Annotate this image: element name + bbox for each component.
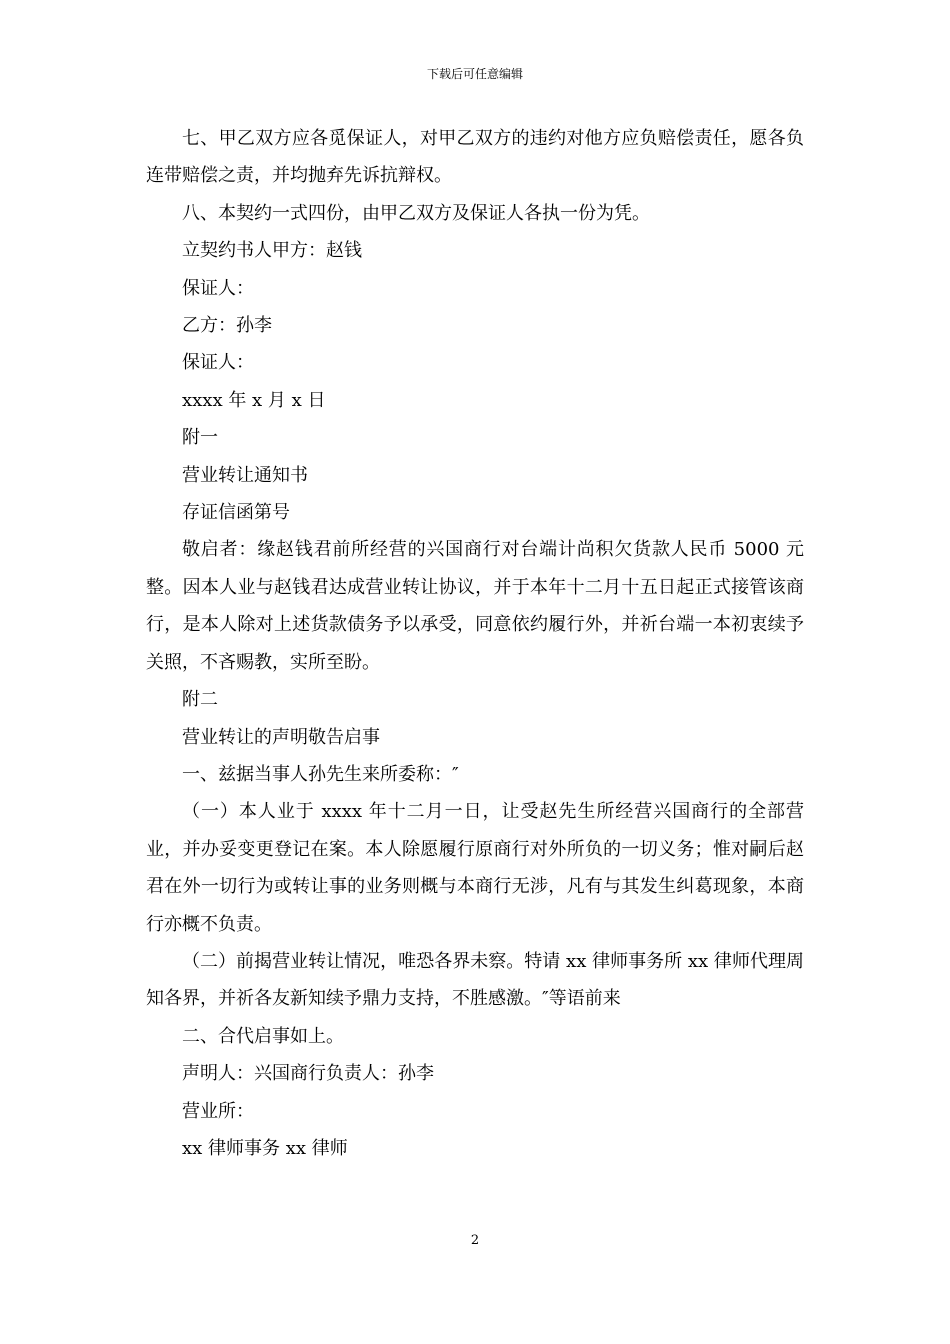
- guarantor-a: 保证人：: [182, 277, 254, 299]
- page-number: 2: [470, 1233, 480, 1248]
- appendix-two-label: 附二: [182, 689, 218, 711]
- appendix-two-title: 营业转让的声明敬告启事: [182, 726, 380, 748]
- guarantor-b: 保证人：: [182, 352, 254, 374]
- appendix-one-title: 营业转让通知书: [182, 464, 308, 486]
- clause-seven: 七、甲乙双方应各觅保证人，对甲乙双方的违约对他方应负赔偿责任，愿各负连带赔偿之责，并均抛弃先诉抗辩权。: [146, 128, 804, 187]
- statement-item-one: （一）本人业于 xxxx 年十二月一日，让受赵先生所经营兴国商行的全部营业，并办妥变更登记在案。本人除愿履行原商行对外所负的一切义务；惟对嗣后赵君在外一切行为或转让事的业务则概与本商行无涉，凡有与其发生纠葛现象，本商行亦概不负责。: [146, 801, 804, 935]
- appendix-one-label: 附一: [182, 427, 218, 449]
- declarant: 声明人：兴国商行负责人：孙李: [182, 1063, 434, 1085]
- statement-intro: 一、兹据当事人孙先生来所委称：″: [182, 763, 459, 785]
- document-body: [146, 120, 804, 1167]
- clause-eight: 八、本契约一式四份，由甲乙双方及保证人各执一份为凭。: [182, 202, 650, 224]
- statement-item-two: （二）前揭营业转让情况，唯恐各界未察。特请 xx 律师事务所 xx 律师代理周知各界，并祈各友新知续予鼎力支持，不胜感激。″等语前来: [146, 950, 804, 1010]
- law-firm-signature: xx 律师事务 xx 律师: [182, 1137, 348, 1159]
- party-b-signature: 乙方：孙李: [182, 315, 272, 337]
- notice-body: 敬启者：缘赵钱君前所经营的兴国商行对台端计尚积欠货款人民币 5000 元整。因本人业与赵钱君达成营业转让协议，并于本年十二月十五日起正式接管该商行，是本人除对上述货款债务予以承受，同意依约履行外，并祈台端一本初衷续予关照，不吝赐教，实所至盼。: [146, 539, 804, 673]
- business-office: 营业所：: [182, 1100, 254, 1122]
- statement-closing: 二、合代启事如上。: [182, 1025, 344, 1047]
- party-a-signature: 立契约书人甲方：赵钱: [182, 240, 362, 262]
- certified-letter-number: 存证信函第号: [182, 502, 290, 524]
- contract-date: xxxx 年 x 月 x 日: [182, 389, 326, 411]
- page-header-note: 下载后可任意编辑: [426, 67, 523, 81]
